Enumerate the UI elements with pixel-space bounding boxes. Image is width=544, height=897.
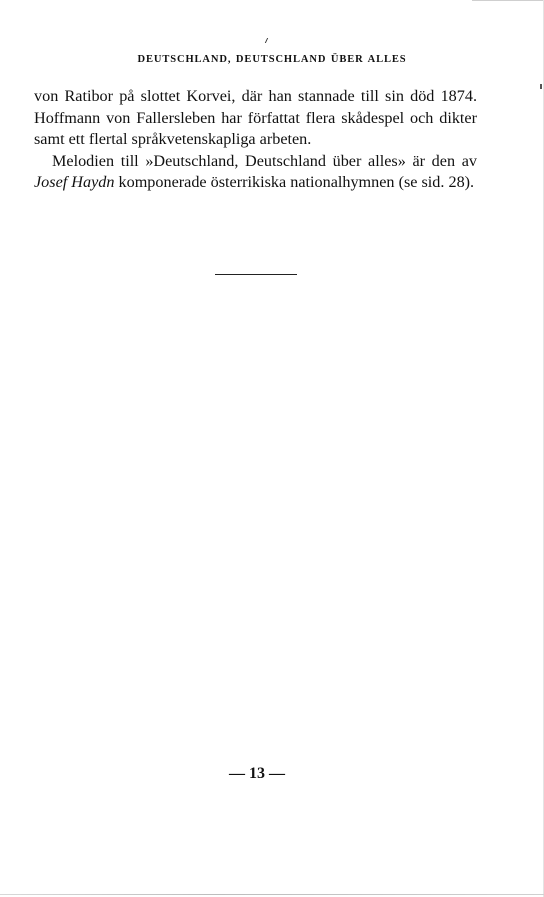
- paragraph-2-text-start: Melodien till »Deutschland, Deutschland über alles» är den av: [52, 151, 477, 170]
- paragraph-1: von Ratibor på slottet Korvei, där han stannade till sin död 1874. Hoffmann von Fallersleben har författat flera skådespel och dikter samt ett flertal språkvetenskapliga arbeten.: [34, 87, 477, 149]
- body-text: [34, 86, 477, 194]
- running-head: DEUTSCHLAND, DEUTSCHLAND ÜBER ALLES: [137, 54, 407, 65]
- scan-edge-bottom: [0, 894, 544, 895]
- paragraph-2-text-end: komponerade österrikiska nationalhymnen (se sid. 28).: [114, 173, 475, 192]
- composer-name: Josef Haydn: [34, 173, 115, 192]
- ink-speck: [540, 84, 542, 89]
- paragraph-2: [34, 151, 477, 194]
- page-number: — 13 —: [229, 765, 285, 782]
- ink-tick-mark: [265, 38, 268, 43]
- scan-edge-top: [0, 0, 544, 1]
- section-divider-rule: [215, 274, 297, 275]
